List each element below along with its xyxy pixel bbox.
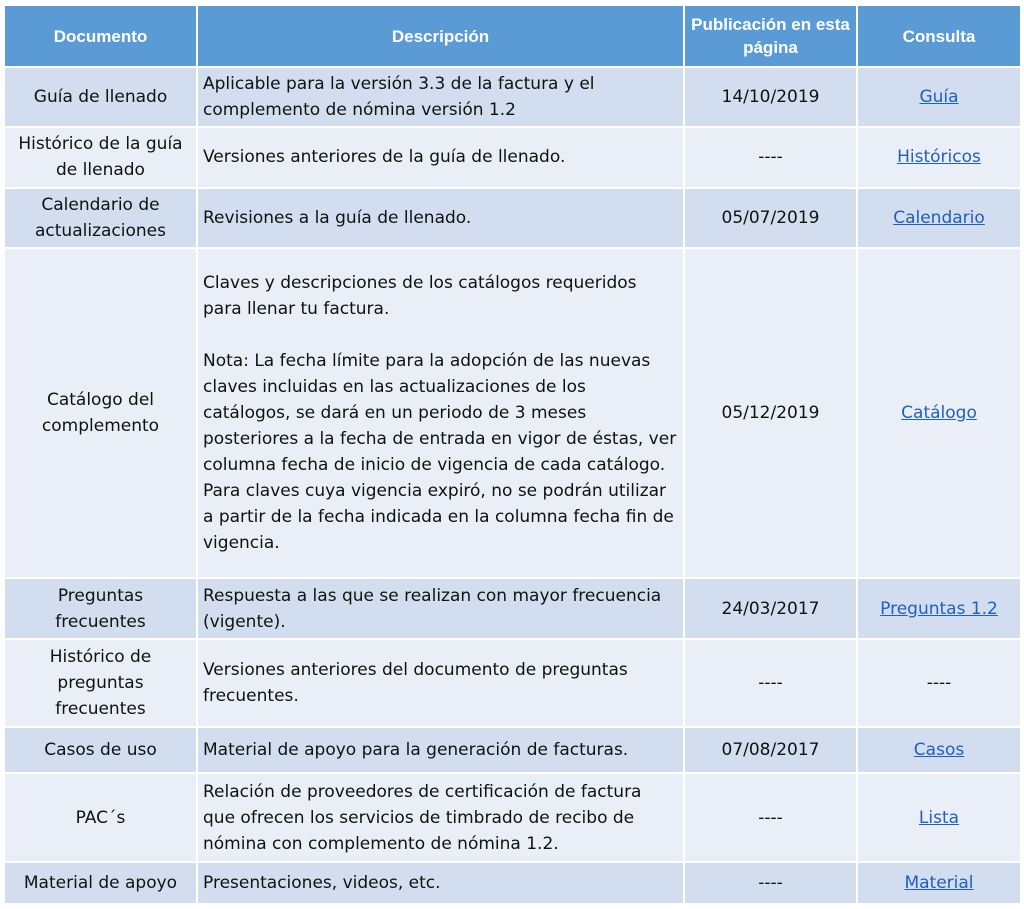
cell-descripcion bbox=[197, 639, 684, 727]
table-row bbox=[4, 67, 1021, 127]
consulta-link[interactable]: Casos bbox=[913, 740, 965, 761]
cell-consulta bbox=[857, 727, 1021, 773]
cell-consulta bbox=[857, 862, 1021, 904]
description-paragraph: Material de apoyo para la generación de facturas. bbox=[203, 740, 629, 761]
cell-fecha: ---- bbox=[684, 639, 857, 727]
cell-consulta bbox=[857, 773, 1021, 861]
description-paragraph bbox=[203, 322, 678, 348]
table-row bbox=[4, 188, 1021, 248]
consulta-link[interactable]: Material bbox=[904, 872, 974, 893]
cell-fecha: 05/12/2019 bbox=[684, 248, 857, 579]
table-row bbox=[4, 773, 1021, 861]
cell-consulta bbox=[857, 127, 1021, 187]
cell-documento: Histórico de la guía de llenado bbox=[4, 127, 197, 187]
cell-consulta bbox=[857, 578, 1021, 638]
table-row bbox=[4, 578, 1021, 638]
cell-fecha: 05/07/2019 bbox=[684, 188, 857, 248]
table-row bbox=[4, 248, 1021, 579]
cell-documento: Preguntas frecuentes bbox=[4, 578, 197, 638]
cell-documento: Histórico de preguntas frecuentes bbox=[4, 639, 197, 727]
documents-table bbox=[3, 4, 1022, 905]
table-header-row bbox=[4, 5, 1021, 67]
cell-consulta bbox=[857, 188, 1021, 248]
table-row bbox=[4, 727, 1021, 773]
description-paragraph: Presentaciones, videos, etc. bbox=[203, 872, 441, 893]
consulta-link[interactable]: Lista bbox=[918, 807, 960, 828]
cell-consulta bbox=[857, 639, 1021, 727]
description-paragraph: Claves y descripciones de los catálogos requeridos para llenar tu factura. bbox=[203, 273, 637, 320]
cell-documento: Guía de llenado bbox=[4, 67, 197, 127]
cell-documento: Material de apoyo bbox=[4, 862, 197, 904]
cell-descripcion bbox=[197, 127, 684, 187]
table-row bbox=[4, 862, 1021, 904]
header-consulta: Consulta bbox=[857, 5, 1021, 67]
description-paragraph: Versiones anteriores de la guía de llenado. bbox=[203, 147, 566, 168]
cell-fecha: 07/08/2017 bbox=[684, 727, 857, 773]
table-row bbox=[4, 639, 1021, 727]
description-paragraph: Respuesta a las que se realizan con mayor frecuencia (vigente). bbox=[203, 585, 662, 632]
description-paragraph: Para claves cuya vigencia expiró, no se podrán utilizar a partir de la fecha indicada en la columna fecha fin de vigencia. bbox=[203, 481, 674, 554]
cell-documento: Calendario de actualizaciones bbox=[4, 188, 197, 248]
cell-documento: PAC´s bbox=[4, 773, 197, 861]
cell-fecha: ---- bbox=[684, 773, 857, 861]
consulta-link[interactable]: Guía bbox=[919, 87, 959, 108]
cell-descripcion bbox=[197, 188, 684, 248]
cell-fecha: 24/03/2017 bbox=[684, 578, 857, 638]
cell-descripcion bbox=[197, 773, 684, 861]
description-paragraph: Versiones anteriores del documento de preguntas frecuentes. bbox=[203, 659, 628, 706]
cell-documento: Casos de uso bbox=[4, 727, 197, 773]
cell-fecha: 14/10/2019 bbox=[684, 67, 857, 127]
cell-descripcion bbox=[197, 67, 684, 127]
header-documento: Documento bbox=[4, 5, 197, 67]
header-descripcion: Descripción bbox=[197, 5, 684, 67]
cell-descripcion bbox=[197, 248, 684, 579]
cell-documento: Catálogo del complemento bbox=[4, 248, 197, 579]
consulta-link[interactable]: Catálogo bbox=[901, 403, 977, 424]
cell-fecha: ---- bbox=[684, 862, 857, 904]
header-publicacion: Publicación en esta página bbox=[684, 5, 857, 67]
consulta-link[interactable]: Históricos bbox=[897, 147, 981, 168]
cell-consulta bbox=[857, 248, 1021, 579]
consulta-text: ---- bbox=[926, 672, 952, 693]
cell-fecha: ---- bbox=[684, 127, 857, 187]
description-paragraph: Aplicable para la versión 3.3 de la factura y el complemento de nómina versión 1.2 bbox=[203, 74, 595, 121]
cell-consulta bbox=[857, 67, 1021, 127]
consulta-link[interactable]: Preguntas 1.2 bbox=[880, 598, 998, 619]
cell-descripcion bbox=[197, 727, 684, 773]
description-paragraph: Nota: La fecha límite para la adopción de las nuevas claves incluidas en las actualizaciones de los catálogos, se dará en un periodo de 3 meses posteriores a la fecha de entrada en vigor de éstas, ver columna fecha de inicio de vigencia de cada catálogo. bbox=[203, 351, 677, 476]
description-paragraph: Revisiones a la guía de llenado. bbox=[203, 207, 472, 228]
cell-descripcion bbox=[197, 862, 684, 904]
table-row bbox=[4, 127, 1021, 187]
table-body bbox=[4, 67, 1021, 904]
cell-descripcion bbox=[197, 578, 684, 638]
description-paragraph: Relación de proveedores de certificación de factura que ofrecen los servicios de timbrado de recibo de nómina con complemento de nómina 1.2. bbox=[203, 781, 642, 854]
consulta-link[interactable]: Calendario bbox=[893, 207, 985, 228]
